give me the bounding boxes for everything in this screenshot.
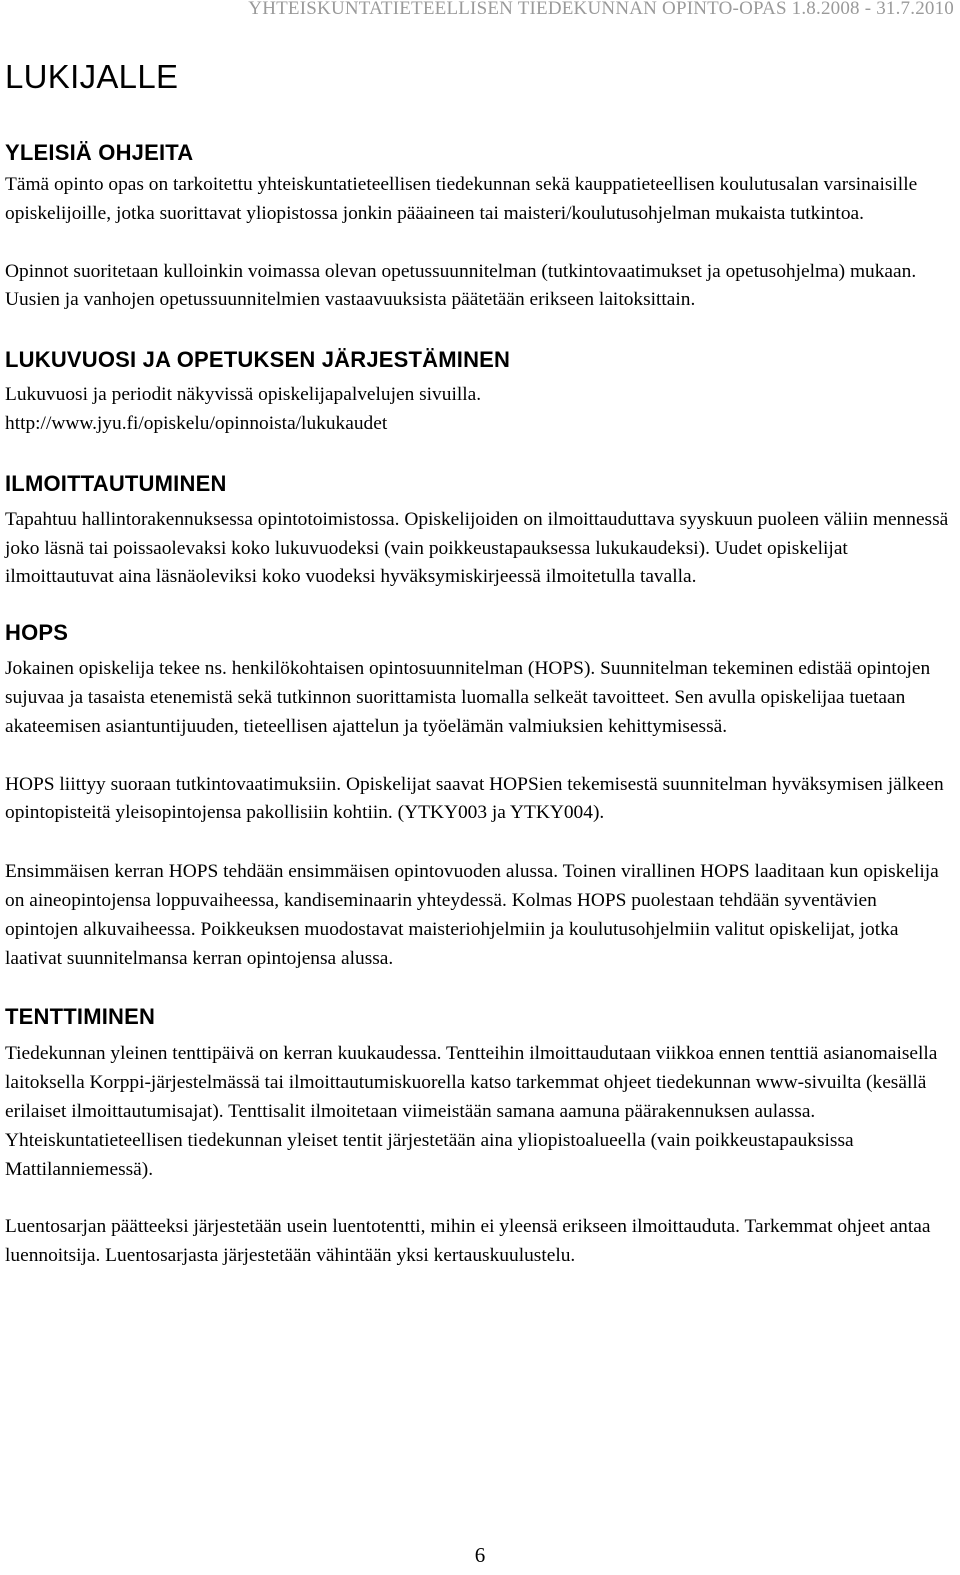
- page-title: LUKIJALLE: [5, 58, 179, 95]
- section-heading-lukuvuosi: LUKUVUOSI JA OPETUKSEN JÄRJESTÄMINEN: [5, 347, 511, 373]
- paragraph-tenttiminen-2: Luentosarjan päätteeksi järjestetään usein luentotentti, mihin ei yleensä erikseen ilmoittauduta. Tarkemmat ohjeet antaa luennoitsija. Luentosarjasta järjestetään vähintään yksi kertauskuulustelu.: [5, 1216, 931, 1267]
- paragraph-lukuvuosi: [5, 381, 953, 439]
- section-heading-hops: HOPS: [5, 620, 69, 646]
- document-body: [5, 55, 953, 1271]
- paragraph-tenttiminen-1: Tiedekunnan yleinen tenttipäivä on kerran kuukaudessa. Tentteihin ilmoittaudutaan viikkoa ennen tenttiä asianomaisella laitoksella Korppi-järjestelmässä tai ilmoittautumiskuorella katso tarkemmat ohjeet tiedekunnan www-sivuilta (kesällä erilaiset ilmoittautumisajat). Tenttisalit ilmoitetaan viimeistään samana aamuna päärakennuksen aulassa. Yhteiskuntatieteellisen tiedekunnan yleiset tentit järjestetään aina yliopistoalueella (vain poikkeustapauksissa Mattilanniemessä).: [5, 1043, 938, 1180]
- lukuvuosi-text: Lukuvuosi ja periodit näkyvissä opiskelijapalvelujen sivuilla.: [5, 384, 482, 406]
- lukukaudet-link[interactable]: http://www.jyu.fi/opiskelu/opinnoista/lukukaudet: [5, 412, 388, 434]
- paragraph-hops-3: Ensimmäisen kerran HOPS tehdään ensimmäisen opintovuoden alussa. Toinen virallinen HOPS laaditaan kun opiskelija on aineopintojensa loppuvaiheessa, kandiseminaarin yhteydessä. Kolmas HOPS puolestaan tehdään syventävien opintojen alkuvaiheessa. Poikkeuksen muodostavat maisteriohjelmiin ja koulutusohjelmiin valitut opiskelijat, jotka laativat suunnitelmansa kerran opintojensa alussa.: [5, 861, 939, 969]
- section-heading-tenttiminen: TENTTIMINEN: [5, 1004, 156, 1030]
- paragraph-yleisia-2: Opinnot suoritetaan kulloinkin voimassa olevan opetussuunnitelman (tutkintovaatimukset ja opetusohjelma) mukaan. Uusien ja vanhojen opetussuunnitelmien vastaavuuksista päätetään erikseen laitoksittain.: [5, 260, 917, 311]
- paragraph-hops-1: Jokainen opiskelija tekee ns. henkilökohtaisen opintosuunnitelman (HOPS). Suunnitelman tekeminen edistää opintojen sujuvaa ja tasaista etenemistä sekä tutkinnon suorittamista luomalla selkeät tavoitteet. Sen avulla opiskelijaa tuetaan akateemisen asiantuntijuuden, tieteellisen ajattelun ja työelämän valmiuksien kehittymisessä.: [5, 658, 931, 737]
- running-header: YHTEISKUNTATIETEELLISEN TIEDEKUNNAN OPINTO-OPAS 1.8.2008 - 31.7.2010: [248, 0, 954, 19]
- section-heading-ilmoittautuminen: ILMOITTAUTUMINEN: [5, 470, 227, 496]
- page-number: 6: [474, 1543, 486, 1567]
- paragraph-ilmoittautuminen: Tapahtuu hallintorakennuksessa opintotoimistossa. Opiskelijoiden on ilmoittauduttava syyskuun puoleen väliin mennessä joko läsnä tai poissaolevaksi koko lukuvuodeksi (vain poikkeustapauksessa lukukaudeksi). Uudet opiskelijat ilmoittautuvat aina läsnäoleviksi koko vuodeksi hyväksymiskirjeessä ilmoitetulla tavalla.: [5, 508, 949, 588]
- section-heading-yleisia-ohjeita: YLEISIÄ OHJEITA: [5, 140, 194, 165]
- paragraph-hops-2: HOPS liittyy suoraan tutkintovaatimuksiin. Opiskelijat saavat HOPSien tekemisestä suunnitelman hyväksymisen jälkeen opintopisteitä yleisopintojensa pakollisiin kohtiin. (YTKY003 ja YTKY004).: [5, 773, 944, 824]
- paragraph-yleisia-1: Tämä opinto opas on tarkoitettu yhteiskuntatieteellisen tiedekunnan sekä kauppatieteellisen koulutusalan varsinaisille opiskelijoille, jotka suorittavat yliopistossa jonkin pääaineen tai maisteri/koulutusohjelman mukaista tutkintoa.: [5, 174, 918, 224]
